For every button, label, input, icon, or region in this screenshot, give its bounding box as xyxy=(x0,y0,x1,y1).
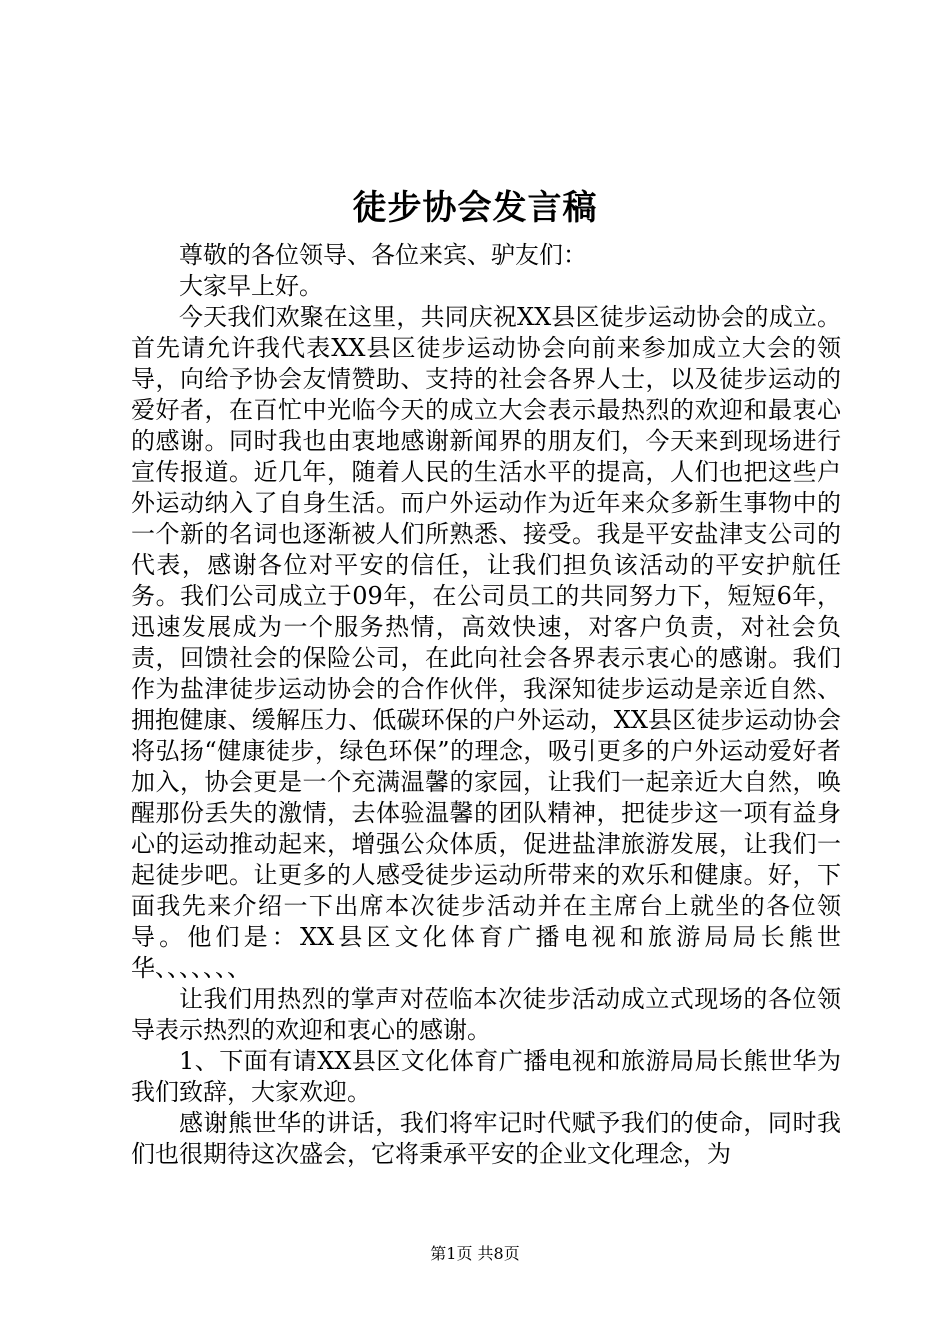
paragraph-main-speech: 今天我们欢聚在这里，共同庆祝XX县区徒步运动协会的成立。首先请允许我代表XX县区徒步运动协会向前来参加成立大会的领导，向给予协会友情赞助、支持的社会各界人士，以及徒步运动的爱好者，在百忙中光临今天的成立大会表示最热烈的欢迎和最衷心的感谢。同时我也由衷地感谢新闻界的朋友们，今天来到现场进行宣传报道。近几年，随着人民的生活水平的提高，人们也把这些户外运动纳入了自身生活。而户外运动作为近年来众多新生事物中的一个新的名词也逐渐被人们所熟悉、接受。我是平安盐津支公司的代表，感谢各位对平安的信任，让我们担负该活动的平安护航任务。我们公司成立于09年，在公司员工的共同努力下，短短6年，迅速发展成为一个服务热情，高效快速，对客户负责，对社会负责，回馈社会的保险公司，在此向社会各界表示衷心的感谢。我们作为盐津徒步运动协会的合作伙伴，我深知徒步运动是亲近自然、拥抱健康、缓解压力、低碳环保的户外运动，XX县区徒步运动协会将弘扬“健康徒步，绿色环保”的理念，吸引更多的户外运动爱好者加入，协会更是一个充满温馨的家园，让我们一起亲近大自然，唤醒那份丢失的激情，去体验温馨的团队精神，把徒步这一项有益身心的运动推动起来，增强公众体质，促进盐津旅游发展，让我们一起徒步吧。让更多的人感受徒步运动所带来的欢乐和健康。好，下面我先来介绍一下出席本次徒步活动并在主席台上就坐的各位领导。他们是：XX县区文化体育广播电视和旅游局局长熊世华、、、、、、、 xyxy=(131,303,841,982)
document-title: 徒步协会发言稿 xyxy=(352,188,598,228)
page-number-footer: 第1页 共8页 xyxy=(430,1244,520,1263)
paragraph-thanks: 感谢熊世华的讲话，我们将牢记时代赋予我们的使命，同时我们也很期待这次盛会，它将秉承平安的企业文化理念，为 xyxy=(131,1109,841,1168)
paragraph-invitation: 1、下面有请XX县区文化体育广播电视和旅游局局长熊世华为我们致辞，大家欢迎。 xyxy=(131,1047,841,1106)
paragraph-salutation: 尊敬的各位领导、各位来宾、驴友们： xyxy=(179,241,587,269)
paragraph-greeting: 大家早上好。 xyxy=(179,272,323,300)
paragraph-applause: 让我们用热烈的掌声对莅临本次徒步活动成立式现场的各位领导表示热烈的欢迎和衷心的感谢。 xyxy=(131,985,841,1044)
document-body xyxy=(131,240,841,1170)
